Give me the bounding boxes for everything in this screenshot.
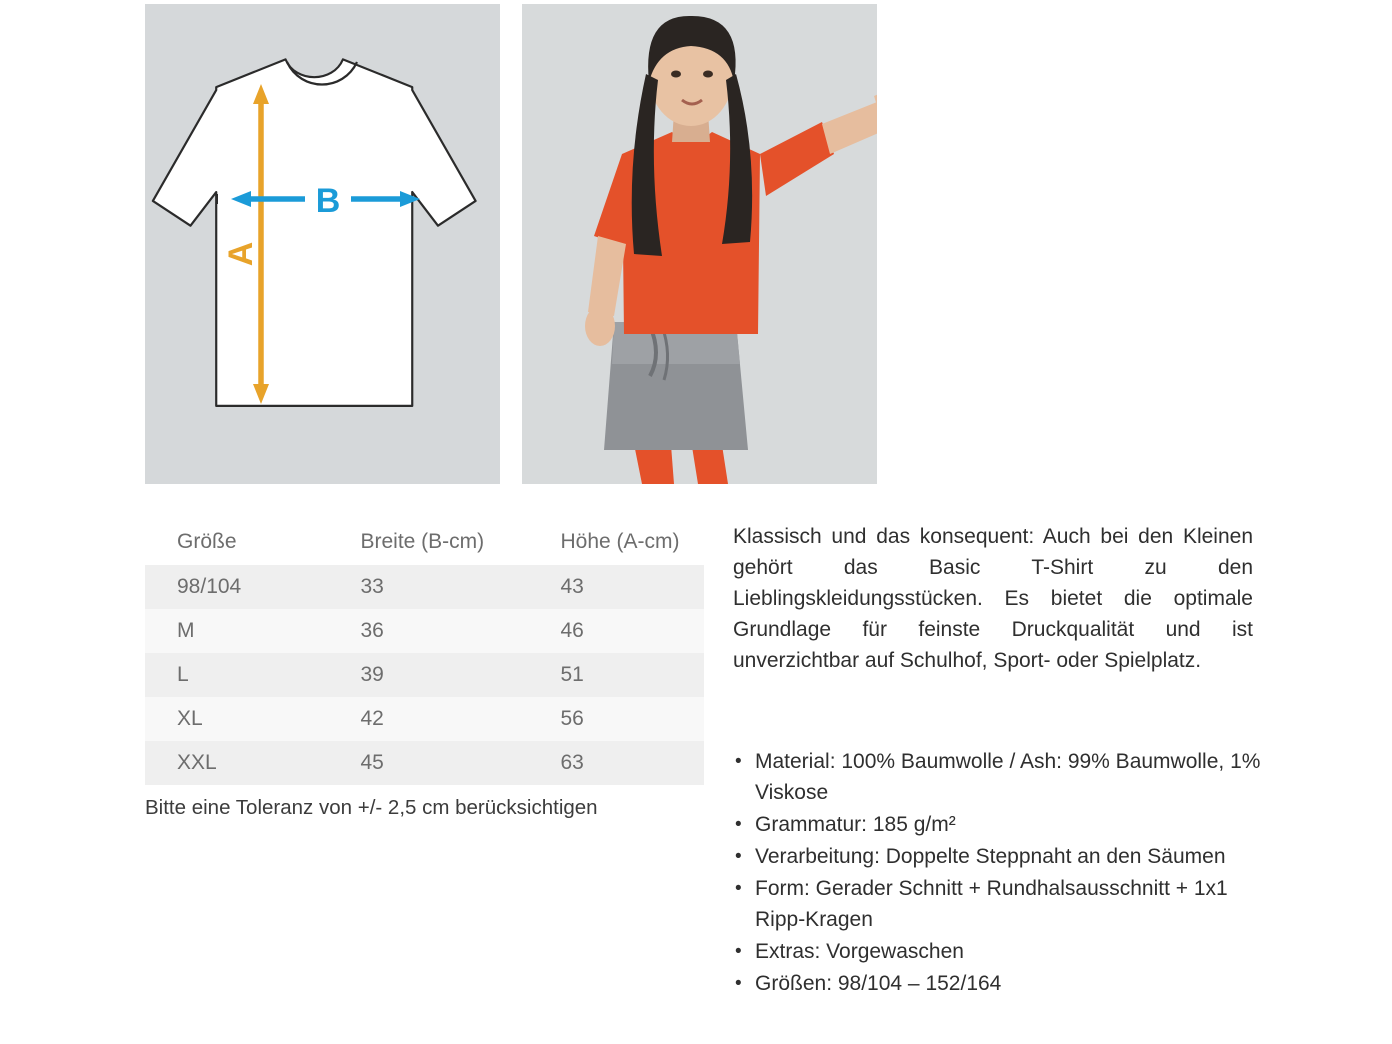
list-item: • Extras: Vorgewaschen xyxy=(733,936,1263,967)
cell-width: 36 xyxy=(328,609,528,653)
table-row xyxy=(145,653,704,697)
cell-width: 39 xyxy=(328,653,528,697)
cell-height: 46 xyxy=(528,609,704,653)
cell-width: 45 xyxy=(328,741,528,785)
images-row xyxy=(145,4,877,484)
cell-width: 33 xyxy=(328,565,528,609)
tolerance-note: Bitte eine Toleranz von +/- 2,5 cm berücksichtigen xyxy=(145,796,598,819)
table-header-row xyxy=(145,519,704,565)
table-row xyxy=(145,565,704,609)
svg-text:A: A xyxy=(222,241,260,267)
cell-size: XXL xyxy=(145,741,328,785)
list-item: • Material: 100% Baumwolle / Ash: 99% Baumwolle, 1% Viskose xyxy=(733,746,1263,808)
cell-height: 63 xyxy=(528,741,704,785)
product-description: Klassisch und das konsequent: Auch bei den Kleinen gehört das Basic T-Shirt zu den Lieblingskleidungsstücken. Es bietet die optimale Grundlage für feinste Druckqualität und ist unverzichtbar auf Schulhof, Sport- oder Spielplatz. xyxy=(733,525,1253,672)
child-model-photo xyxy=(522,4,877,484)
table-row xyxy=(145,609,704,653)
list-item: • Größen: 98/104 – 152/164 xyxy=(733,968,1263,999)
model-photo-box xyxy=(522,4,877,484)
tshirt-diagram-box xyxy=(145,4,500,484)
cell-height: 51 xyxy=(528,653,704,697)
svg-text:B: B xyxy=(315,182,341,220)
cell-height: 43 xyxy=(528,565,704,609)
table-row xyxy=(145,697,704,741)
tshirt-diagram-icon xyxy=(145,4,500,484)
feature-list xyxy=(733,746,1263,1000)
cell-height: 56 xyxy=(528,697,704,741)
cell-size: M xyxy=(145,609,328,653)
cell-width: 42 xyxy=(328,697,528,741)
list-item: • Verarbeitung: Doppelte Steppnaht an den Säumen xyxy=(733,841,1263,872)
cell-size: L xyxy=(145,653,328,697)
header-height: Höhe (A-cm) xyxy=(528,519,704,565)
table-row xyxy=(145,741,704,785)
header-size: Größe xyxy=(145,519,328,565)
cell-size: XL xyxy=(145,697,328,741)
list-item: • Form: Gerader Schnitt + Rundhalsausschnitt + 1x1 Ripp-Kragen xyxy=(733,873,1263,935)
header-width: Breite (B-cm) xyxy=(328,519,528,565)
size-table xyxy=(145,519,704,785)
cell-size: 98/104 xyxy=(145,565,328,609)
list-item: • Grammatur: 185 g/m² xyxy=(733,809,1263,840)
